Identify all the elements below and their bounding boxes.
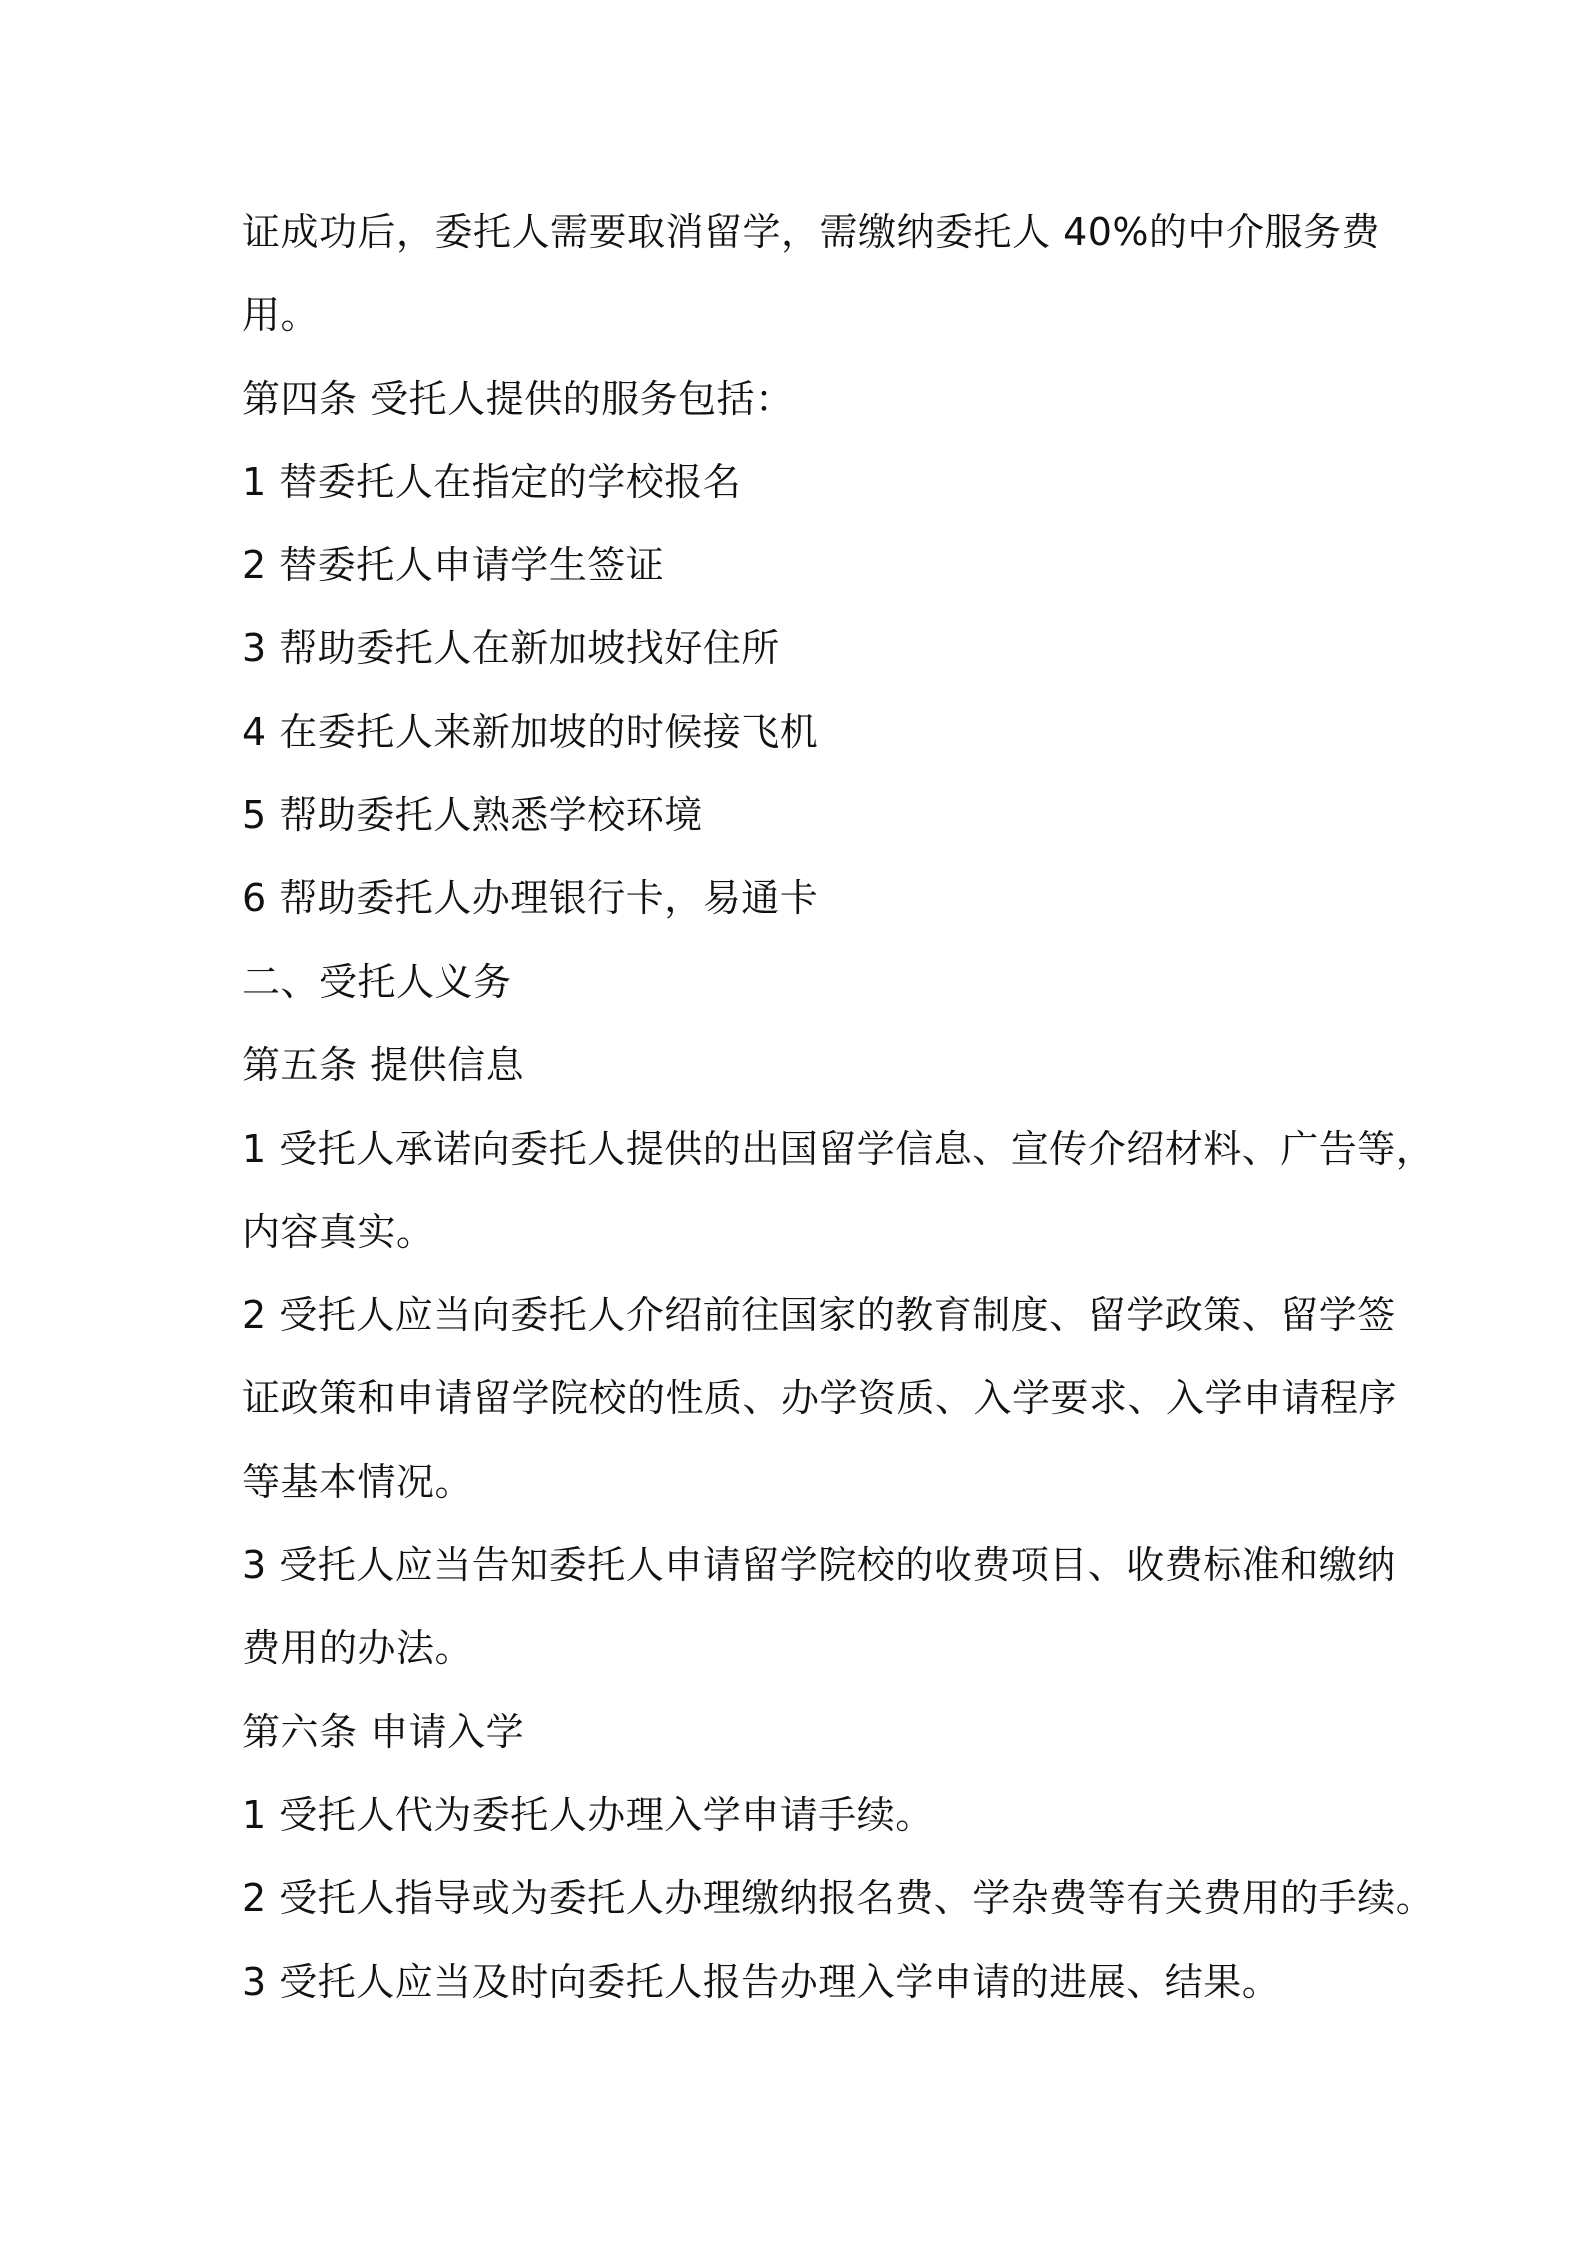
list-item: 4 在委托人来新加坡的时候接飞机 bbox=[242, 710, 819, 754]
chapter-heading: 二、受托人义务 bbox=[242, 960, 512, 1004]
section-heading: 第四条 受托人提供的服务包括： bbox=[242, 377, 794, 421]
list-item: 1 受托人承诺向委托人提供的出国留学信息、宣传介绍材料、广告等， bbox=[242, 1127, 1435, 1171]
list-item: 3 受托人应当及时向委托人报告办理入学申请的进展、结果。 bbox=[242, 1960, 1281, 2004]
paragraph-line: 证政策和申请留学院校的性质、办学资质、入学要求、入学申请程序 bbox=[242, 1376, 1398, 1420]
list-item: 1 受托人代为委托人办理入学申请手续。 bbox=[242, 1793, 934, 1837]
list-item: 1 替委托人在指定的学校报名 bbox=[242, 460, 742, 504]
paragraph-line: 等基本情况。 bbox=[242, 1460, 474, 1504]
paragraph-line: 费用的办法。 bbox=[242, 1626, 474, 1670]
list-item: 2 受托人应当向委托人介绍前往国家的教育制度、留学政策、留学签 bbox=[242, 1293, 1396, 1337]
list-item: 3 帮助委托人在新加坡找好住所 bbox=[242, 626, 780, 670]
section-heading: 第六条 申请入学 bbox=[242, 1710, 525, 1754]
list-item: 3 受托人应当告知委托人申请留学院校的收费项目、收费标准和缴纳 bbox=[242, 1543, 1396, 1587]
list-item: 2 替委托人申请学生签证 bbox=[242, 543, 665, 587]
list-item: 2 受托人指导或为委托人办理缴纳报名费、学杂费等有关费用的手续。 bbox=[242, 1876, 1435, 1920]
section-heading: 第五条 提供信息 bbox=[242, 1043, 525, 1087]
paragraph-line: 证成功后，委托人需要取消留学，需缴纳委托人 40%的中介服务费 bbox=[242, 210, 1381, 254]
paragraph-line: 用。 bbox=[242, 293, 320, 337]
list-item: 6 帮助委托人办理银行卡，易通卡 bbox=[242, 876, 819, 920]
paragraph-line: 内容真实。 bbox=[242, 1210, 435, 1254]
list-item: 5 帮助委托人熟悉学校环境 bbox=[242, 793, 703, 837]
